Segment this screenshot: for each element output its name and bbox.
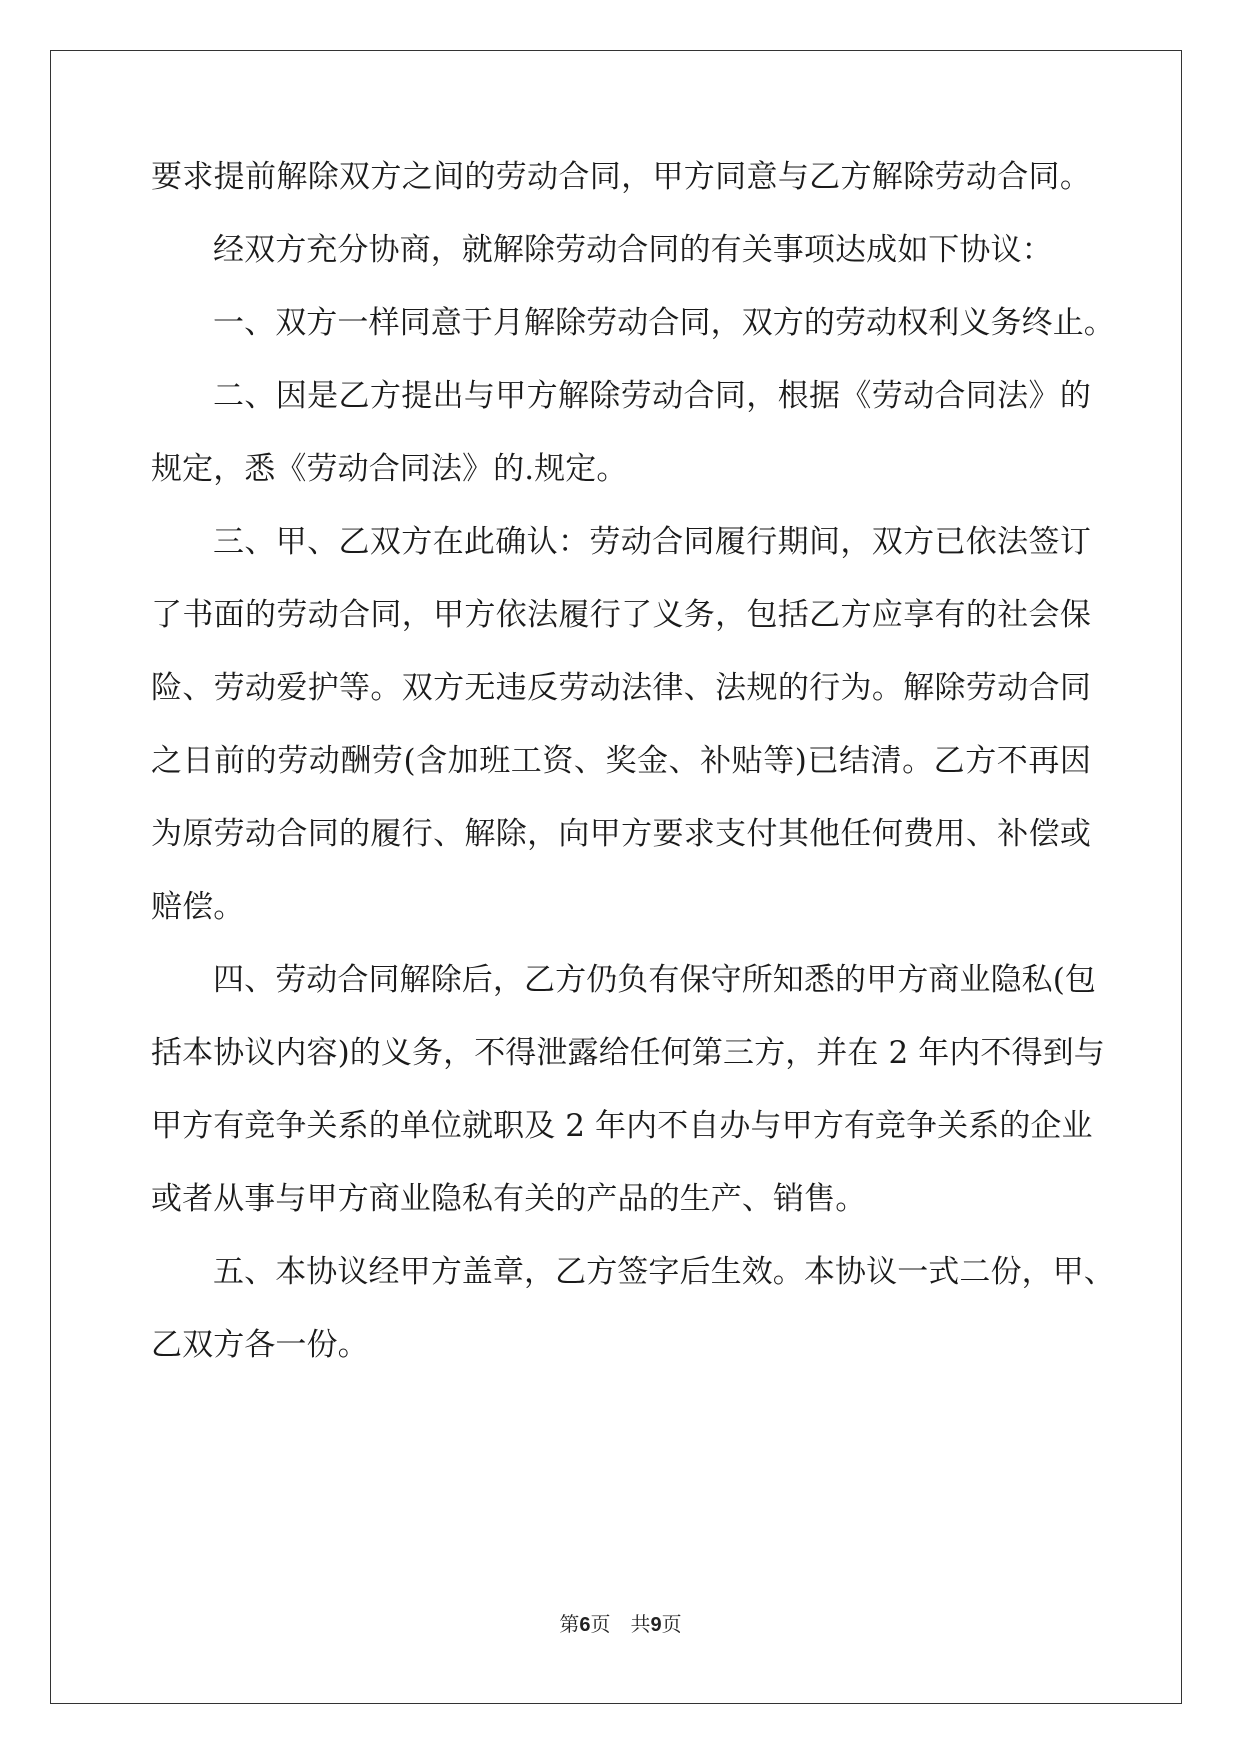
page-border [50,50,1182,1704]
page-prefix: 第 [559,1612,580,1636]
text-line-1: 要求提前解除双方之间的劳动合同，甲方同意与乙方解除劳动合同。 [151,159,1091,195]
page-footer [0,1612,1241,1637]
text-line-8: 险、劳动爱护等。双方无违反劳动法律、法规的行为。解除劳动合同 [151,670,1091,706]
text-line-13: 括本协议内容)的义务，不得泄露给任何第三方，并在 2 年内不得到与 [151,1035,1105,1071]
page-total: 9 [650,1614,662,1636]
text-line-15: 或者从事与甲方商业隐私有关的产品的生产、销售。 [151,1181,867,1217]
text-line-6: 三、甲、乙双方在此确认：劳动合同履行期间，双方已依法签订 [213,524,1091,560]
text-line-5: 规定，悉《劳动合同法》的.规定。 [151,451,628,487]
page-current: 6 [579,1614,591,1636]
text-line-10: 为原劳动合同的履行、解除，向甲方要求支付其他任何费用、补偿或 [151,816,1091,852]
text-line-4: 二、因是乙方提出与甲方解除劳动合同，根据《劳动合同法》的 [213,378,1091,414]
text-line-11: 赔偿。 [151,889,245,925]
total-unit: 页 [661,1612,682,1636]
text-line-16: 五、本协议经甲方盖章，乙方签字后生效。本协议一式二份，甲、 [213,1254,1115,1290]
page-unit: 页 [590,1612,611,1636]
text-line-7: 了书面的劳动合同，甲方依法履行了义务，包括乙方应享有的社会保 [151,597,1091,633]
text-line-17: 乙双方各一份。 [151,1327,369,1363]
text-line-9: 之日前的劳动酬劳(含加班工资、奖金、补贴等)已结清。乙方不再因 [151,743,1091,779]
text-line-14: 甲方有竞争关系的单位就职及 2 年内不自办与甲方有竞争关系的企业 [151,1108,1093,1144]
text-line-2: 经双方充分协商，就解除劳动合同的有关事项达成如下协议： [213,232,1053,268]
total-prefix: 共 [630,1612,651,1636]
text-line-3: 一、双方一样同意于月解除劳动合同，双方的劳动权利义务终止。 [213,305,1115,341]
text-line-12: 四、劳动合同解除后，乙方仍负有保守所知悉的甲方商业隐私(包 [213,962,1096,998]
